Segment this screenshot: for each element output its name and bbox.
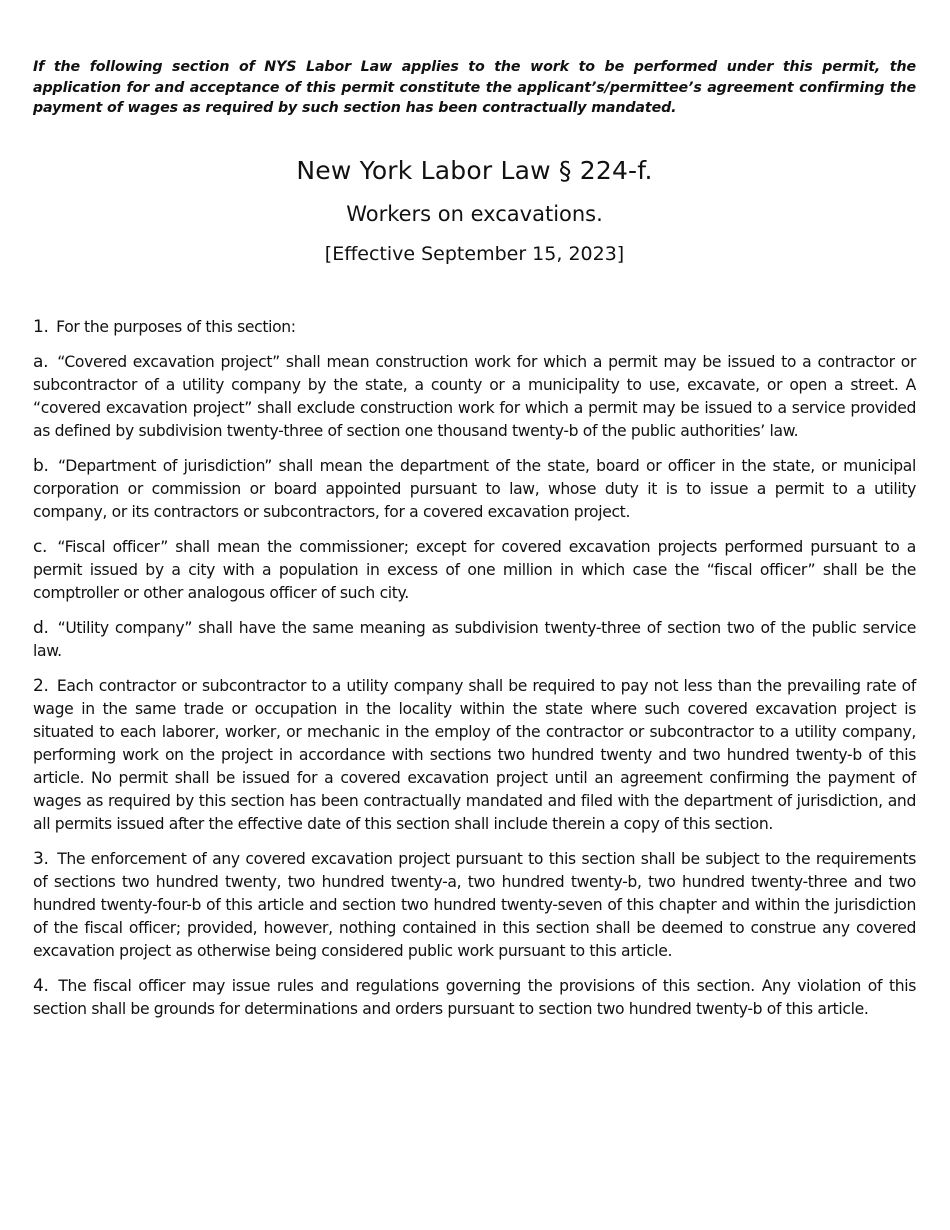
section-number: c.: [33, 536, 48, 557]
section-text: “Covered excavation project” shall mean construction work for which a permit may be issued to a contractor or subcontractor of a utility company by the state, a county or a municipality to use, excavate, or open a street. A “covered excavation project” shall exclude construction work for which a permit may be issued to a service provided as defined by subdivision twenty-three of section one thousand twenty-b of the public authorities’ law.: [33, 352, 917, 440]
section-number: 2.: [33, 675, 49, 696]
section-4: [33, 975, 916, 1021]
section-text: The fiscal officer may issue rules and regulations governing the provisions of this section. Any violation of this section shall be grounds for determinations and orders pursuant to section two hundred twenty-b of this article.: [33, 976, 916, 1018]
intro-notice: If the following section of NYS Labor Law applies to the work to be performed under this permit, the application for and acceptance of this permit constitute the applicant’s/permittee’s agreement confirming the payment of wages as required by such section has been contractually mandated.: [33, 59, 916, 116]
section-number: 1.: [33, 316, 49, 337]
document-subtitle: Workers on excavations.: [346, 201, 603, 226]
section-number: b.: [33, 455, 49, 476]
section-1c: [33, 536, 916, 605]
section-number: a.: [33, 351, 49, 372]
section-number: d.: [33, 617, 49, 638]
section-text: Each contractor or subcontractor to a utility company shall be required to pay not less than the prevailing rate of wage in the same trade or occupation in the locality within the state where such covered excavation project is situated to each laborer, worker, or mechanic in the employ of the contractor or subcontractor to a utility company, performing work on the project in accordance with sections two hundred twenty and two hundred twenty-b of this article. No permit shall be issued for a covered excavation project until an agreement confirming the payment of wages as required by this section has been contractually mandated and filed with the department of jurisdiction, and all permits issued after the effective date of this section shall include therein a copy of this section.: [33, 676, 917, 833]
section-text: “Department of jurisdiction” shall mean the department of the state, board or officer in the state, or municipal corporation or commission or board appointed pursuant to law, whose duty it is to issue a permit to a utility company, or its contractors or subcontractors, for a covered excavation project.: [33, 456, 916, 521]
section-number: 3.: [33, 848, 49, 869]
section-3: [33, 848, 916, 963]
section-1b: [33, 455, 916, 524]
document-title: New York Labor Law § 224-f.: [296, 155, 653, 185]
section-number: 4.: [33, 975, 49, 996]
section-text: For the purposes of this section:: [56, 317, 296, 336]
effective-date: [Effective September 15, 2023]: [324, 242, 625, 265]
section-body: [33, 316, 916, 1021]
document-page: [33, 57, 916, 1033]
section-1a: [33, 351, 916, 443]
section-text: “Utility company” shall have the same meaning as subdivision twenty-three of section two of the public service law.: [33, 618, 916, 660]
section-1d: [33, 617, 916, 663]
section-text: The enforcement of any covered excavation project pursuant to this section shall be subject to the requirements of sections two hundred twenty, two hundred twenty-a, two hundred twenty-b, two hundred twenty-three and two hundred twenty-four-b of this article and section two hundred twenty-seven of this chapter and within the jurisdiction of the fiscal officer; provided, however, nothing contained in this section shall be deemed to construe any covered excavation project as otherwise being considered public work pursuant to this article.: [33, 849, 917, 960]
section-1: [33, 316, 916, 339]
section-text: “Fiscal officer” shall mean the commissioner; except for covered excavation projects performed pursuant to a permit issued by a city with a population in excess of one million in which case the “fiscal officer” shall be the comptroller or other analogous officer of such city.: [33, 537, 917, 602]
section-2: [33, 675, 916, 836]
